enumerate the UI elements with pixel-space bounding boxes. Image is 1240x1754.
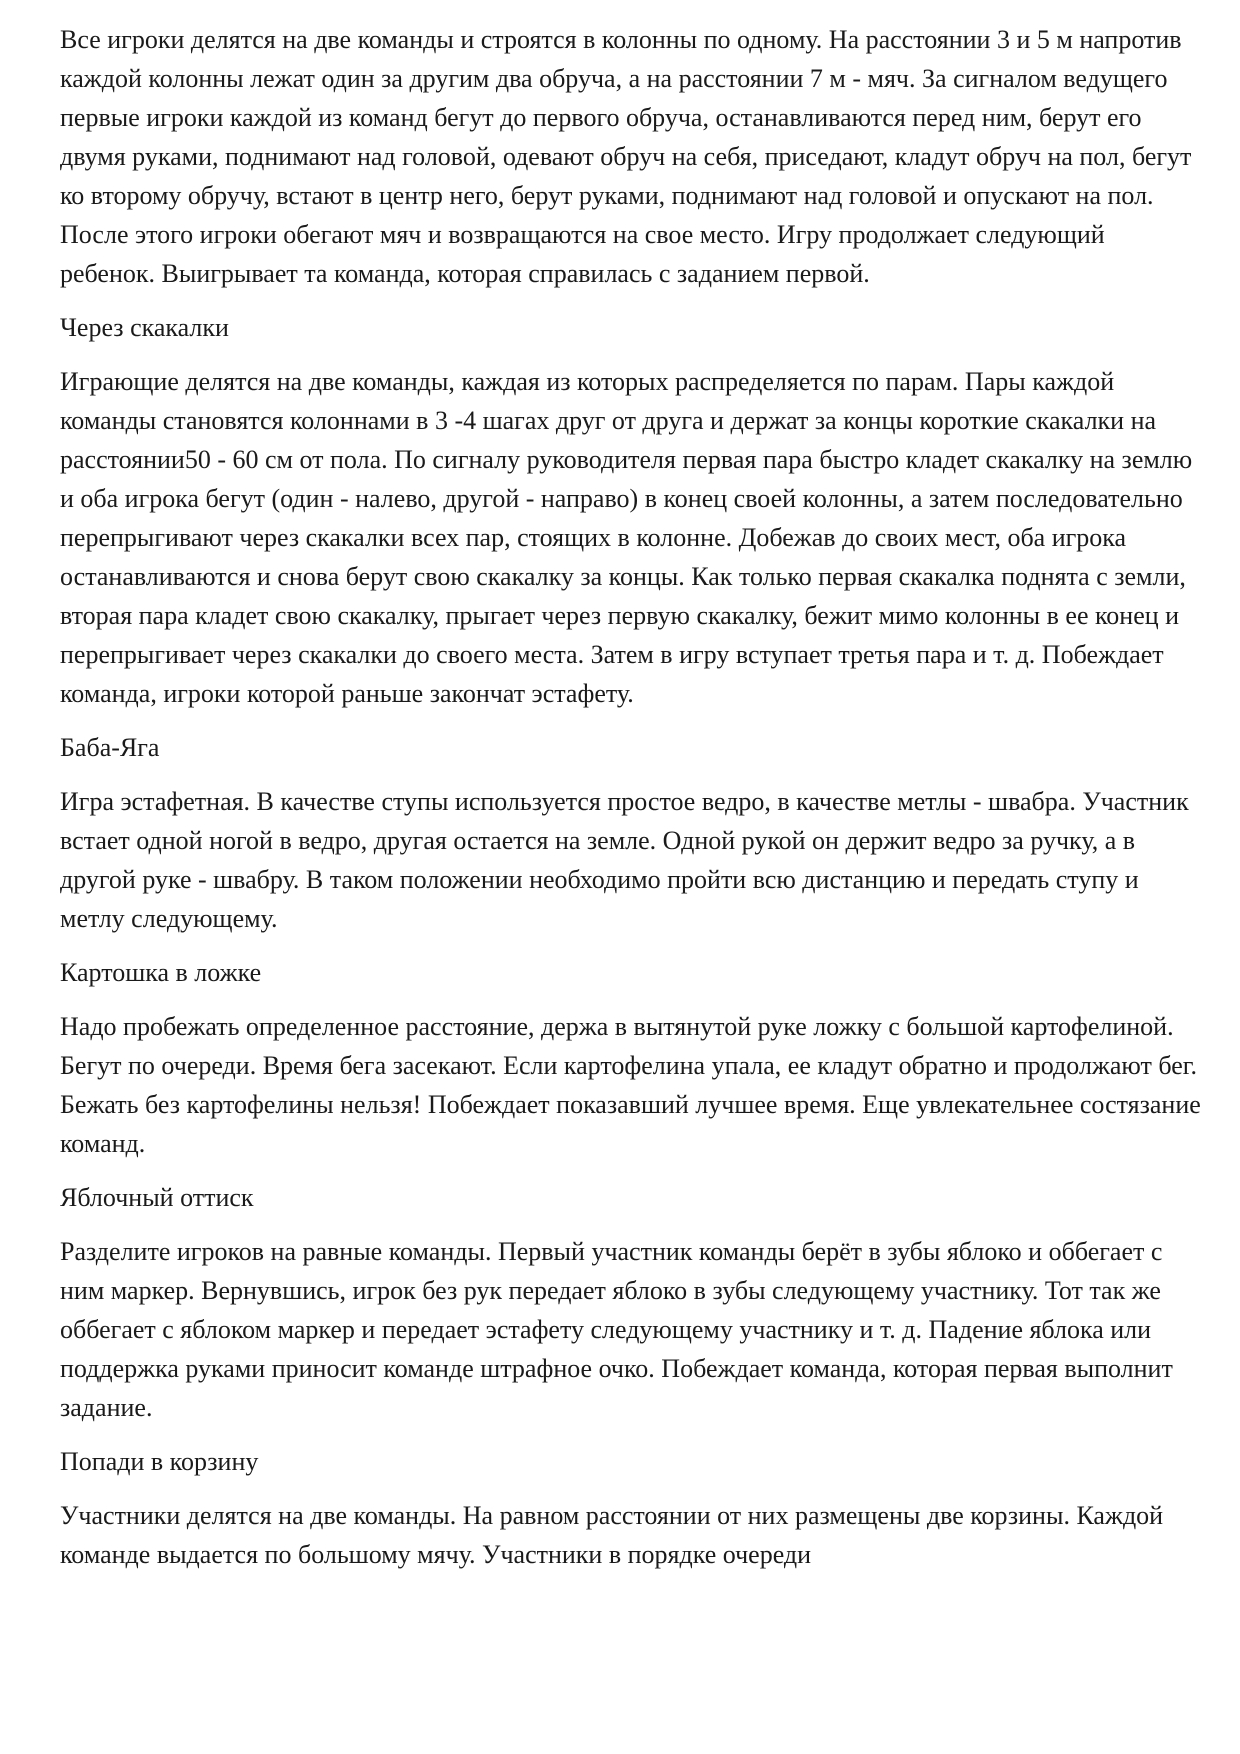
heading-baba-yaga: Баба-Яга: [60, 733, 160, 762]
heading-apple-print: Яблочный оттиск: [60, 1183, 254, 1212]
heading-potato-spoon: Картошка в ложке: [60, 958, 262, 987]
document-page: [60, 20, 1202, 1589]
paragraph-hoops-relay: Все игроки делятся на две команды и строятся в колонны по одному. На расстоянии 3 и 5 м напротив каждой колонны лежат один за другим два обруча, а на расстоянии 7 м - мяч. За сигналом ведущего первые игроки каждой из команд бегут до первого обруча, останавливаются перед ним, берут его двумя руками, поднимают над головой, одевают обруч на себя, приседают, кладут обруч на пол, бегут ко второму обручу, встают в центр него, берут руками, поднимают над головой и опускают на пол. После этого игроки обегают мяч и возвращаются на свое место. Игру продолжает следующий ребенок. Выигрывает та команда, которая справилась с заданием первой.: [60, 25, 1192, 288]
paragraph-apple-print: Разделите игроков на равные команды. Первый участник команды берёт в зубы яблоко и оббегает с ним маркер. Вернувшись, игрок без рук передает яблоко в зубы следующему участнику. Тот так же оббегает с яблоком маркер и передает эстафету следующему участнику и т. д. Падение яблока или поддержка руками приносит команде штрафное очко. Побеждает команда, которая первая выполнит задание.: [60, 1237, 1173, 1422]
paragraph-jump-ropes: Играющие делятся на две команды, каждая из которых распределяется по парам. Пары каждой команды становятся колоннами в 3 -4 шагах друг от друга и держат за концы короткие скакалки на расстоянии50 - 60 см от пола. По сигналу руководителя первая пара быстро кладет скакалку на землю и оба игрока бегут (один - налево, другой - направо) в конец своей колонны, а затем последовательно перепрыгивают через скакалки всех пар, стоящих в колонне. Добежав до своих мест, оба игрока останавливаются и снова берут свою скакалку за концы. Как только первая скакалка поднята с земли, вторая пара кладет свою скакалку, прыгает через первую скакалку, бежит мимо колонны в ее конец и перепрыгивает через скакалки до своего места. Затем в игру вступает третья пара и т. д. Побеждает команда, игроки которой раньше закончат эстафету.: [60, 367, 1193, 708]
heading-jump-ropes: Через скакалки: [60, 313, 229, 342]
paragraph-baba-yaga: Игра эстафетная. В качестве ступы используется простое ведро, в качестве метлы - швабра. Участник встает одной ногой в ведро, другая остается на земле. Одной рукой он держит ведро за ручку, а в другой руке - швабру. В таком положении необходимо пройти всю дистанцию и передать ступу и метлу следующему.: [60, 787, 1189, 933]
paragraph-potato-spoon: Надо пробежать определенное расстояние, держа в вытянутой руке ложку с большой картофелиной. Бегут по очереди. Время бега засекают. Если картофелина упала, ее кладут обратно и продолжают бег. Бежать без картофелины нельзя! Побеждает показавший лучшее время. Еще увлекательнее состязание команд.: [60, 1012, 1201, 1158]
paragraph-basket: Участники делятся на две команды. На равном расстоянии от них размещены две корзины. Каждой команде выдается по большому мячу. Участники в порядке очереди: [60, 1501, 1164, 1569]
heading-basket: Попади в корзину: [60, 1447, 259, 1476]
